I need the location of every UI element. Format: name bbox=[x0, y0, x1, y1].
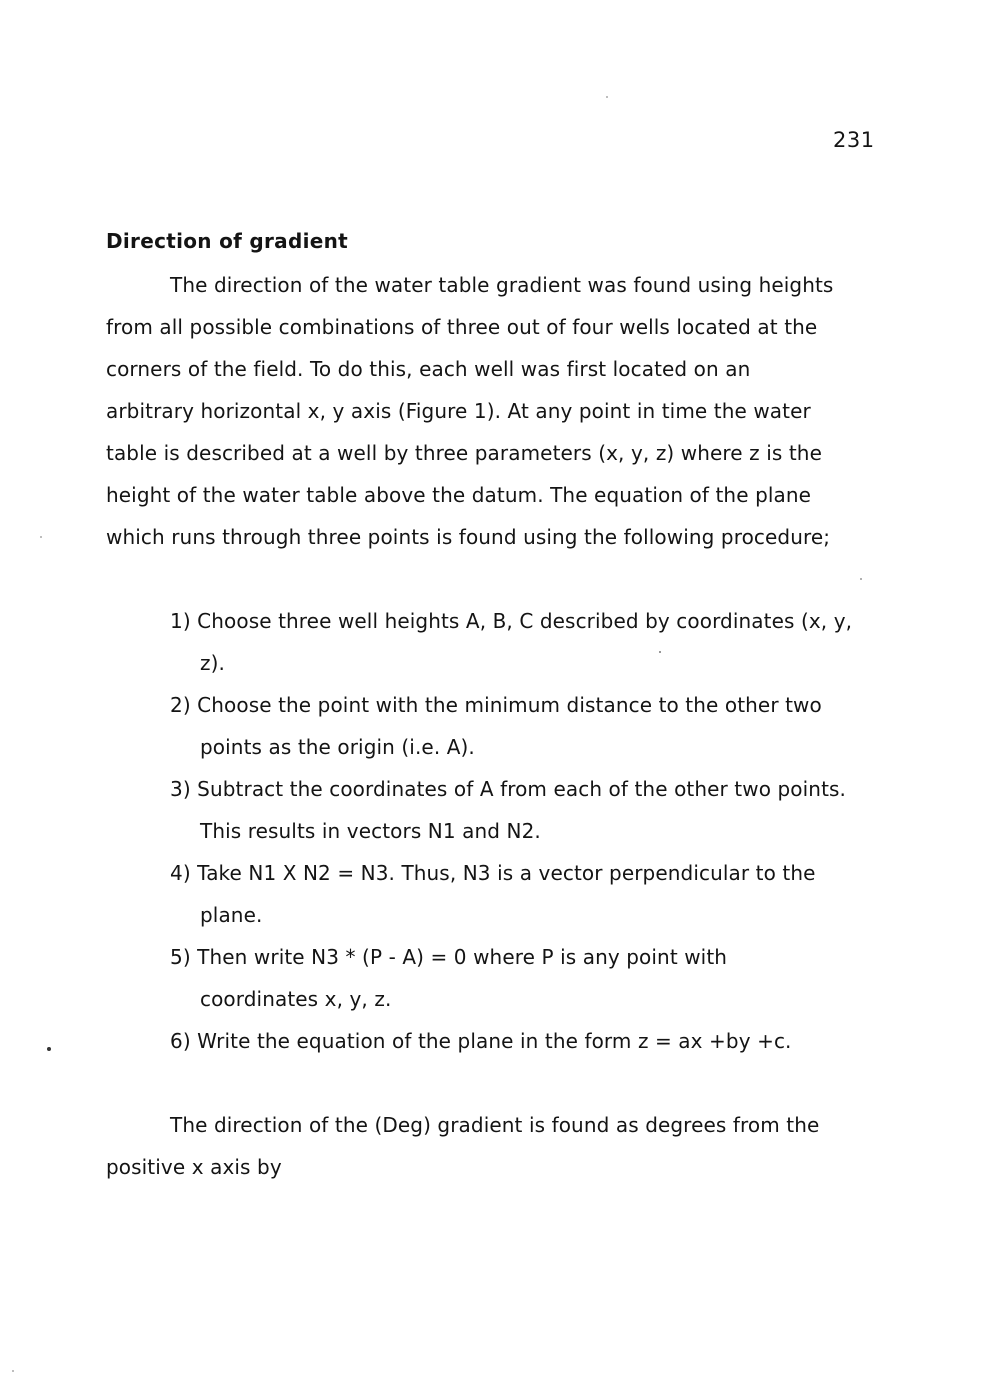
paragraph-line: The direction of the water table gradient was found using heights bbox=[170, 273, 834, 297]
paragraph-line: The direction of the (Deg) gradient is found as degrees from the bbox=[170, 1113, 820, 1137]
list-item-continuation: points as the origin (i.e. A). bbox=[200, 735, 475, 759]
list-item: 2) Choose the point with the minimum distance to the other two bbox=[170, 693, 822, 717]
list-item: 3) Subtract the coordinates of A from each of the other two points. bbox=[170, 777, 846, 801]
list-item-continuation: z). bbox=[200, 651, 225, 675]
page-number: 231 bbox=[833, 128, 875, 152]
paragraph-line: arbitrary horizontal x, y axis (Figure 1). At any point in time the water bbox=[106, 399, 811, 423]
scan-speck bbox=[12, 1370, 14, 1372]
list-item-continuation: plane. bbox=[200, 903, 263, 927]
scan-speck bbox=[659, 651, 661, 653]
paragraph-line: corners of the field. To do this, each well was first located on an bbox=[106, 357, 751, 381]
scan-speck bbox=[860, 578, 862, 580]
paragraph-line: table is described at a well by three parameters (x, y, z) where z is the bbox=[106, 441, 822, 465]
scan-speck bbox=[606, 96, 608, 98]
paragraph-line: from all possible combinations of three out of four wells located at the bbox=[106, 315, 818, 339]
scan-speck bbox=[40, 536, 42, 538]
list-item: 6) Write the equation of the plane in the form z = ax +by +c. bbox=[170, 1029, 792, 1053]
list-item-continuation: coordinates x, y, z. bbox=[200, 987, 392, 1011]
list-item: 4) Take N1 X N2 = N3. Thus, N3 is a vector perpendicular to the bbox=[170, 861, 816, 885]
paragraph-line: height of the water table above the datum. The equation of the plane bbox=[106, 483, 812, 507]
section-heading: Direction of gradient bbox=[106, 229, 349, 253]
list-item: 5) Then write N3 * (P - A) = 0 where P is any point with bbox=[170, 945, 728, 969]
list-item-continuation: This results in vectors N1 and N2. bbox=[200, 819, 541, 843]
paragraph-line: which runs through three points is found using the following procedure; bbox=[106, 525, 831, 549]
list-item: 1) Choose three well heights A, B, C described by coordinates (x, y, bbox=[170, 609, 853, 633]
scan-speck bbox=[47, 1047, 51, 1051]
paragraph-line: positive x axis by bbox=[106, 1155, 282, 1179]
